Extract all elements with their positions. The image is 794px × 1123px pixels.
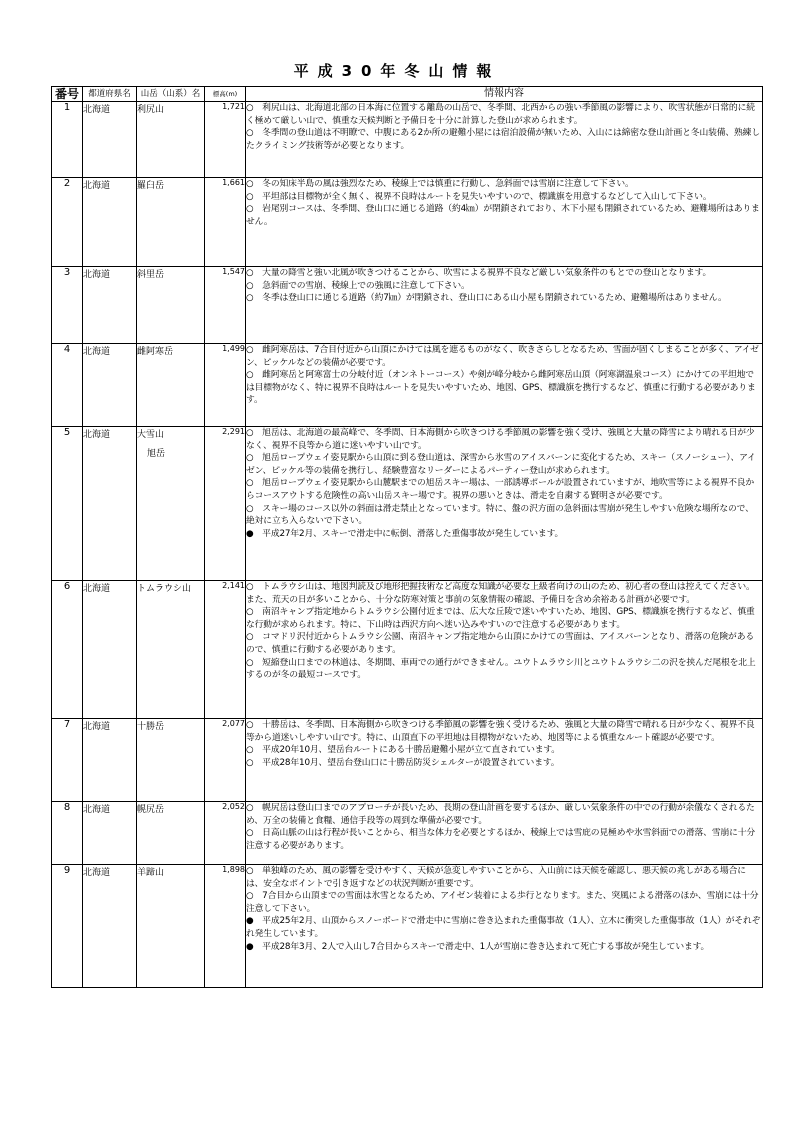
mountain-name: 斜里岳 — [137, 270, 165, 280]
prefecture-cell: 北海道 — [83, 865, 137, 988]
mountain-name: 羅臼岳 — [137, 181, 165, 191]
elevation-cell: 1,898 — [205, 865, 246, 988]
info-paragraph: ○ 旭岳ロープウェイ姿見駅から山麓駅までの旭岳スキー場は、一部誘導ポールが設置されていますが、地吹雪等による視界不良からコースアウトする危険性の高い山岳スキー場です。視界の悪いときは、滑走を自粛する賢明さが必要です。 — [246, 478, 755, 501]
info-paragraph: ○ 雌阿寒岳と阿寒富士の分岐付近（オンネトーコース）や剣が峰分岐から雌阿寒岳山頂（阿寒湖温泉コース）にかけての平坦地では目標物がなく、特に視界不良時はルートを見失いやすいため、地図、GPS、標識旗を携行するなど、慎重に行動する必要があります。 — [246, 370, 756, 406]
info-cell — [246, 267, 763, 344]
mountain-cell — [137, 267, 205, 344]
mountain-cell — [137, 178, 205, 267]
mountain-name: トムラウシ山 — [137, 584, 192, 594]
row-number: 1 — [52, 102, 83, 178]
mountain-cell — [137, 865, 205, 988]
header-no: 番号 — [52, 87, 83, 102]
info-cell — [246, 581, 763, 719]
info-paragraph: ● 平成25年2月、山頂からスノーボードで滑走中に雪崩に巻き込まれた重傷事故（1人）、立木に衝突した重傷事故（1人）がそれぞれ発生しています。 — [246, 916, 761, 939]
info-paragraph: ○ 旭岳ロープウェイ姿見駅から山頂に到る登山道は、深雪から氷雪のアイスバーンに変化するため、スキー（スノーシュー）、アイゼン、ピッケル等の装備を携行し、経験豊富なリーダーによるパーティー登山が求められます。 — [246, 453, 756, 476]
elevation-cell: 1,499 — [205, 344, 246, 427]
elevation-cell: 2,077 — [205, 719, 246, 802]
page-title: 平成30年冬山情報 — [293, 62, 501, 80]
info-paragraph: ○ 雌阿寒岳は、7合目付近から山頂にかけては風を遮るものがなく、吹きさらしとなるため、雪面が固くしまることが多く、アイゼン、ピッケルなどの装備が必要です。 — [246, 345, 759, 368]
prefecture-cell: 北海道 — [83, 802, 137, 865]
header-prefecture: 都道府県名 — [83, 87, 137, 102]
table-row — [52, 267, 763, 344]
table-row — [52, 178, 763, 267]
mountain-name: 利尻山 — [137, 105, 165, 115]
info-paragraph: ○ 冬季は登山口に通じる道路（約7㎞）が閉鎖され、登山口にある山小屋も閉鎖されているため、避難場所はありません。 — [246, 293, 727, 304]
elevation-cell: 1,547 — [205, 267, 246, 344]
prefecture-cell: 北海道 — [83, 581, 137, 719]
row-number: 2 — [52, 178, 83, 267]
info-paragraph: ○ 冬季間の登山道は不明瞭で、中腹にある2か所の避難小屋には宿泊設備が無いため、入山には綿密な登山計画と冬山装備、熟練したクライミング技術等が必要となります。 — [246, 128, 760, 151]
table-row — [52, 344, 763, 427]
info-paragraph: ● 平成27年2月、スキーで滑走中に転倒、滑落した重傷事故が発生しています。 — [246, 528, 564, 539]
info-paragraph: ○ 日高山脈の山は行程が長いことから、相当な体力を必要とするほか、稜線上では雪庇の見極めや氷雪斜面での滑落、雪崩に十分注意する必要があります。 — [246, 828, 756, 851]
table-row — [52, 865, 763, 988]
elevation-cell: 1,721 — [205, 102, 246, 178]
info-paragraph: ○ 岩尾別コースは、冬季間、登山口に通じる道路（約4㎞）が閉鎖されており、木下小屋も閉鎖されているため、避難場所はありません。 — [246, 204, 760, 227]
prefecture-cell: 北海道 — [83, 719, 137, 802]
row-number: 3 — [52, 267, 83, 344]
info-cell — [246, 427, 763, 581]
info-paragraph: ○ 利尻山は、北海道北部の日本海に位置する離島の山岳で、冬季間、北西からの強い季節風の影響により、吹雪状態が日常的に続く極めて厳しい山で、慎重な天候判断と予備日を十分に計算した登山が求められます。 — [246, 103, 755, 126]
info-paragraph: ○ 旭岳は、北海道の最高峰で、冬季間、日本海側から吹きつける季節風の影響を強く受け、強風と大量の降雪により晴れる日が少なく、視界不良等から道に迷いやすい山です。 — [246, 428, 755, 451]
row-number: 9 — [52, 865, 83, 988]
mountain-name: 大雪山 — [137, 430, 165, 440]
header-elevation: 標高(m) — [205, 87, 246, 102]
prefecture-cell: 北海道 — [83, 102, 137, 178]
info-cell — [246, 344, 763, 427]
row-number: 7 — [52, 719, 83, 802]
mountain-name: 羊蹄山 — [137, 868, 165, 878]
elevation-cell: 2,141 — [205, 581, 246, 719]
mountain-name: 十勝岳 — [137, 722, 165, 732]
row-number: 8 — [52, 802, 83, 865]
info-paragraph: ○ 十勝岳は、冬季間、日本海側から吹きつける季節風の影響を強く受けるため、強風と大量の降雪で晴れる日が少なく、視界不良等から道迷いしやすい山です。特に、山頂直下の平坦地は目標物がないため、地図等による慎重なルート確認が必要です。 — [246, 720, 755, 743]
table-row — [52, 719, 763, 802]
info-cell — [246, 865, 763, 988]
info-paragraph: ○ トムラウシ山は、地図判読及び地形把握技術など高度な知識が必要な上級者向けの山のため、初心者の登山は控えてください。また、荒天の日が多いことから、十分な防寒対策と事前の気象情報の確認、予備日を含め余裕ある計画が必要です。 — [246, 582, 755, 605]
info-paragraph: ○ コマドリ沢付近からトムラウシ公園、南沼キャンプ指定地から山頂にかけての雪面は、アイスバーンとなり、滑落の危険があるので、慎重に行動する必要があります。 — [246, 632, 754, 655]
prefecture-cell: 北海道 — [83, 344, 137, 427]
elevation-cell: 2,052 — [205, 802, 246, 865]
info-paragraph: ○ 南沼キャンプ指定地からトムラウシ公園付近までは、広大な丘陵で迷いやすいため、地図、GPS、標識旗を携行するなど、慎重な行動が求められます。特に、下山時は西沢方向へ迷い込みやすいので注意する必要があります。 — [246, 607, 755, 630]
row-number: 6 — [52, 581, 83, 719]
info-paragraph: ○ 幌尻岳は登山口までのアプローチが長いため、長期の登山計画を要するほか、厳しい気象条件の中での行動が余儀なくされるため、万全の装備と食糧、通信手段等の周到な準備が必要です。 — [246, 803, 755, 826]
mountain-subname: 旭岳 — [147, 449, 166, 459]
info-paragraph: ○ 短縮登山口までの林道は、冬期間、車両での通行ができません。ユウトムラウシ川とユウトムラウシ二の沢を挟んだ尾根を北上するのが冬の最短コースです。 — [246, 657, 756, 681]
info-paragraph: ○ 平成28年10月、望岳台登山口に十勝岳防災シェルターが設置されています。 — [246, 757, 560, 768]
info-paragraph: ○ 平成20年10月、望岳台ルートにある十勝岳避難小屋が立て直されています。 — [246, 745, 560, 756]
mountain-name: 幌尻岳 — [137, 805, 165, 815]
table-row — [52, 802, 763, 865]
info-paragraph: ○ 単独峰のため、風の影響を受けやすく、天候が急変しやすいことから、入山前には天候を確認し、悪天候の兆しがある場合には、安全なポイントで引き返すなどの状況判断が重要です。 — [246, 866, 746, 889]
info-cell — [246, 719, 763, 802]
mountain-cell — [137, 719, 205, 802]
header-info: 情報内容 — [246, 87, 763, 102]
info-paragraph: ● 平成28年3月、2人で入山し7合目からスキーで滑走中、1人が雪崩に巻き込まれて死亡する事故が発生しています。 — [246, 941, 710, 952]
info-paragraph: ○ スキー場のコース以外の斜面は滑走禁止となっています。特に、盤の沢方面の急斜面は雪崩が発生しやすい危険な場所なので、絶対に立ち入らないで下さい。 — [246, 503, 754, 527]
info-cell — [246, 102, 763, 178]
info-paragraph: ○ 大量の降雪と強い北風が吹きつけることから、吹雪による視界不良など厳しい気象条件のもとでの登山となります。 — [246, 268, 712, 278]
mountain-name: 雌阿寒岳 — [137, 347, 174, 357]
prefecture-cell: 北海道 — [83, 178, 137, 267]
info-paragraph: ○ 7合目から山頂までの雪面は氷雪となるため、アイゼン装着による歩行となります。また、突風による滑落のほか、雪崩には十分注意して下さい。 — [246, 891, 759, 914]
row-number: 5 — [52, 427, 83, 581]
mountain-cell — [137, 427, 205, 581]
table-row — [52, 581, 763, 719]
info-paragraph: ○ 急斜面での雪崩、稜線上での強風に注意して下さい。 — [246, 280, 470, 291]
prefecture-cell: 北海道 — [83, 267, 137, 344]
elevation-cell: 2,291 — [205, 427, 246, 581]
header-mountain: 山岳（山系）名 — [137, 87, 205, 102]
mountain-cell — [137, 344, 205, 427]
table-row — [52, 427, 763, 581]
elevation-cell: 1,661 — [205, 178, 246, 267]
mountain-cell — [137, 102, 205, 178]
table-row — [52, 102, 763, 178]
info-cell — [246, 802, 763, 865]
info-paragraph: ○ 冬の知床半島の風は強烈なため、稜線上では慎重に行動し、急斜面では雪崩に注意して下さい。 — [246, 179, 634, 189]
row-number: 4 — [52, 344, 83, 427]
mountain-cell — [137, 802, 205, 865]
mountain-info-table — [51, 86, 763, 988]
info-paragraph: ○ 平坦部は目標物が全く無く、視界不良時はルートを見失いやすいので、標識旗を用意するなどして入山して下さい。 — [246, 191, 712, 202]
mountain-cell — [137, 581, 205, 719]
info-cell — [246, 178, 763, 267]
table-body — [52, 102, 763, 988]
header-row — [52, 87, 763, 102]
prefecture-cell: 北海道 — [83, 427, 137, 581]
